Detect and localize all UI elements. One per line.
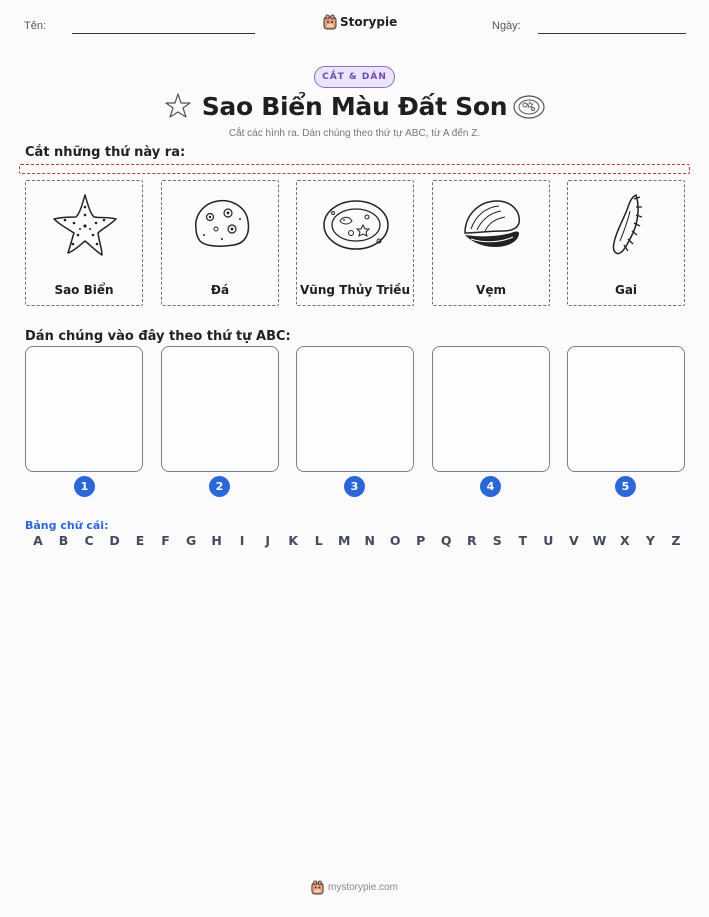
alphabet-letter: G	[185, 533, 197, 548]
alphabet-letter: R	[466, 533, 477, 548]
storypie-mascot-icon	[323, 14, 337, 30]
alphabet-letter: M	[337, 533, 351, 548]
paste-box-3[interactable]	[296, 346, 414, 472]
brand-name: Storypie	[340, 15, 398, 29]
alphabet-letter: U	[543, 533, 554, 548]
storypie-logo	[323, 14, 397, 30]
alphabet-letter: H	[211, 533, 222, 548]
cut-card-starfish[interactable]	[25, 180, 143, 306]
paste-box-2[interactable]	[161, 346, 279, 472]
date-line	[538, 33, 686, 34]
card-label: Gai	[614, 283, 638, 297]
instructions: Cắt các hình ra. Dán chúng theo thứ tự ABC, từ A đến Z.	[228, 128, 481, 139]
alphabet-letter: P	[416, 533, 426, 548]
alphabet-letter: C	[84, 533, 94, 548]
card-label: Sao Biển	[54, 283, 114, 297]
footer	[0, 880, 709, 895]
number-badge-1: 1	[74, 476, 95, 497]
date-label: Ngày:	[492, 20, 521, 32]
alphabet-title: Bảng chữ cái:	[25, 519, 109, 532]
alphabet-letter: O	[389, 533, 401, 548]
alphabet-letter: Z	[671, 533, 681, 548]
number-badge-5: 5	[615, 476, 636, 497]
cut-line	[19, 164, 690, 174]
activity-badge: CẮT & DÁN	[314, 66, 395, 88]
cut-card-spine[interactable]	[567, 180, 685, 306]
starfish-icon	[50, 189, 120, 259]
alphabet-letter: F	[161, 533, 170, 548]
paste-box-1[interactable]	[25, 346, 143, 472]
footer-url[interactable]: mystorypie.com	[327, 882, 398, 893]
alphabet-letter: B	[58, 533, 69, 548]
card-label: Vẹm	[476, 283, 506, 297]
alphabet-letter: W	[592, 533, 607, 548]
alphabet-letter: K	[288, 533, 298, 548]
alphabet-letter: D	[109, 533, 120, 548]
spine-icon	[592, 189, 662, 259]
paste-box-5[interactable]	[567, 346, 685, 472]
mussel-icon	[457, 189, 527, 259]
alphabet-letter: I	[239, 533, 245, 548]
alphabet-letter: V	[568, 533, 579, 548]
alphabet-letter: T	[518, 533, 528, 548]
paste-section-heading: Dán chúng vào đây theo thứ tự ABC:	[25, 329, 291, 344]
alphabet-letter: E	[135, 533, 145, 548]
alphabet-row	[30, 533, 684, 548]
card-label: Vũng Thủy Triều	[300, 283, 410, 297]
alphabet-letter: Y	[645, 533, 655, 548]
alphabet-letter: X	[620, 533, 630, 548]
page-title: Sao Biển Màu Đất Son	[201, 92, 508, 121]
card-label: Đá	[210, 283, 230, 297]
number-badge-2: 2	[209, 476, 230, 497]
name-line	[72, 33, 255, 34]
rock-icon	[186, 189, 256, 259]
tide-pool-decoration-icon	[512, 93, 546, 121]
alphabet-letter: N	[364, 533, 375, 548]
tide-pool-icon	[321, 189, 391, 259]
alphabet-letter: J	[265, 533, 270, 548]
paste-box-4[interactable]	[432, 346, 550, 472]
cut-card-tide-pool[interactable]	[296, 180, 414, 306]
cut-card-mussel[interactable]	[432, 180, 550, 306]
alphabet-letter: L	[314, 533, 323, 548]
storypie-mascot-icon	[311, 880, 324, 895]
cut-card-rock[interactable]	[161, 180, 279, 306]
number-badge-4: 4	[480, 476, 501, 497]
alphabet-letter: A	[33, 533, 43, 548]
cut-section-heading: Cắt những thứ này ra:	[25, 145, 186, 160]
number-badge-3: 3	[344, 476, 365, 497]
name-label: Tên:	[24, 20, 47, 32]
alphabet-letter: Q	[440, 533, 452, 548]
alphabet-letter: S	[492, 533, 502, 548]
